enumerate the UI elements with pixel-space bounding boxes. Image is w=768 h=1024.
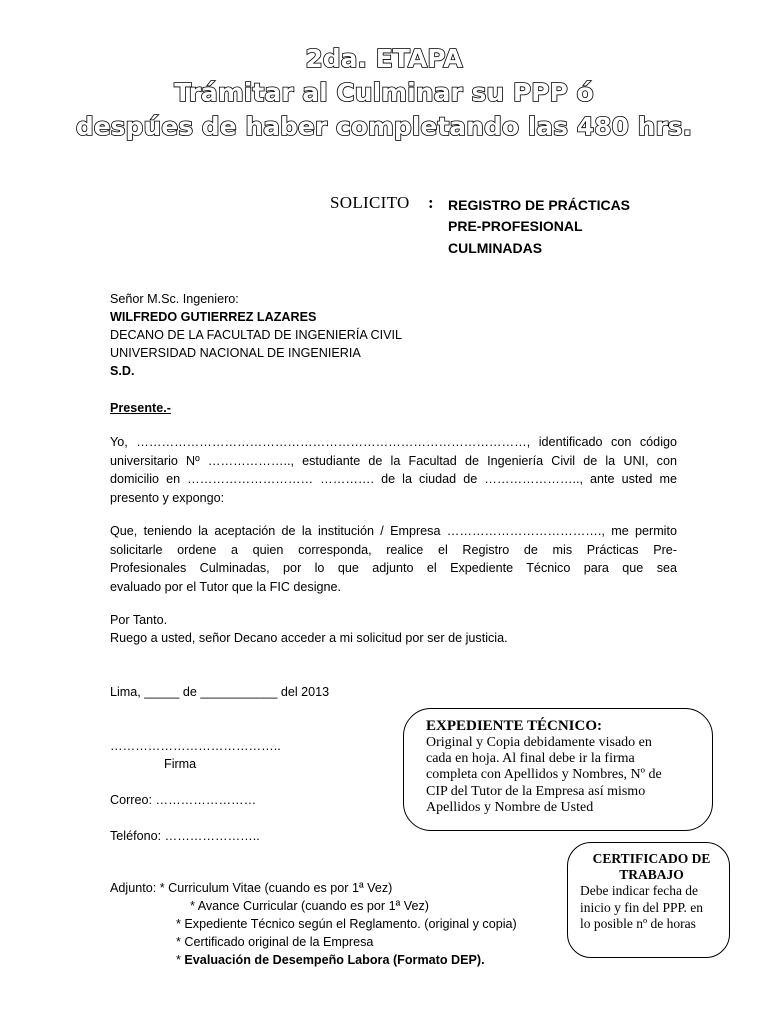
expediente-box-title: EXPEDIENTE TÉCNICO: (426, 718, 603, 734)
date-line: Lima, _____ de ___________ del 2013 (110, 685, 330, 699)
certificado-box-line: lo posible nº de horas (580, 916, 696, 931)
paragraph-line: Yo, …………………………………………………………………………………, identificado con código (110, 435, 677, 449)
addressee-title: DECANO DE LA FACULTAD DE INGENIERÍA CIVIL (110, 328, 403, 342)
solicito-subject-line-1: REGISTRO DE PRÁCTICAS (448, 197, 631, 213)
heading-line-3: despúes de haber completando las 480 hrs. (75, 112, 693, 141)
adjunto-line-1: Adjunto: * Curriculum Vitae (cuando es por 1ª Vez) (110, 881, 393, 895)
closing-por-tanto: Por Tanto. (110, 613, 168, 627)
signature-label: Firma (164, 757, 197, 771)
heading-line-2: Trámitar al Culminar su PPP ó (174, 78, 594, 107)
closing-ruego: Ruego a usted, señor Decano acceder a mi solicitud por ser de justicia. (110, 631, 508, 645)
adjunto-bullet: * (176, 953, 185, 967)
adjunto-line-2: * Avance Curricular (cuando es por 1ª Vez) (190, 899, 429, 913)
paragraph-line: evaluado por el Tutor que la FIC designe. (110, 579, 342, 594)
expediente-box-line: CIP del Tutor de la Empresa así mismo (426, 783, 646, 799)
certificado-box-title-2: TRABAJO (619, 867, 684, 882)
certificado-box-title-1: CERTIFICADO DE (592, 851, 711, 866)
paragraph-line: domicilio en ………………………… …………. de la ciudad de ………………….., ante usted me (110, 472, 677, 486)
signature-dots: ………………………………….. (110, 739, 281, 753)
addressee-name: WILFREDO GUTIERREZ LAZARES (110, 310, 317, 324)
solicito-label: SOLICITO (330, 193, 410, 212)
telefono-field: Teléfono: ………………….. (110, 829, 260, 843)
salutation: Señor M.Sc. Ingeniero: (110, 292, 239, 306)
paragraph-line: presento y expongo: (110, 490, 225, 505)
paragraph-line: solicitarle ordene a quien corresponda, realice el Registro de mis Prácticas Pre- (110, 542, 677, 557)
solicito-subject-line-2: PRE-PROFESIONAL (448, 218, 583, 234)
adjunto-line-4: * Certificado original de la Empresa (176, 935, 374, 949)
paragraph-identification (110, 433, 677, 507)
expediente-box-line: Original y Copia debidamente visado en (426, 735, 652, 750)
certificado-trabajo-box (567, 842, 730, 958)
presente-heading: Presente.- (110, 401, 171, 415)
correo-field: Correo: …………………… (110, 793, 257, 807)
adjunto-dep-item: Evaluación de Desempeño Labora (Formato DEP). (184, 953, 485, 967)
expediente-box-line: completa con Apellidos y Nombres, Nº de (426, 767, 662, 783)
paragraph-line: Profesionales Culminadas, por lo que adjunto el Expediente Técnico para que sea (110, 561, 677, 575)
expediente-box-line: Apellidos y Nombre de Usted (426, 799, 594, 815)
paragraph-line: universitario Nº ……………….., estudiante de la Facultad de Ingeniería Civil de la UNI, con (110, 453, 677, 468)
certificado-box-line: inicio y fin del PPP. en (580, 899, 704, 915)
certificado-box-line: Debe indicar fecha de (580, 883, 699, 898)
solicito-subject-line-3: CULMINADAS (448, 240, 543, 256)
paragraph-request (110, 522, 677, 596)
adjunto-line-3: * Expediente Técnico según el Reglamento. (original y copia) (176, 917, 517, 931)
adjunto-line-5 (176, 951, 485, 969)
expediente-box-line: cada en hoja. Al final debe ir la firma (426, 751, 635, 767)
heading-line-1: 2da. ETAPA (305, 44, 463, 73)
paragraph-line: Que, teniendo la aceptación de la institución / Empresa ………………………………., me permito (110, 524, 677, 538)
solicito-colon: : (428, 193, 434, 212)
addressee-sd: S.D. (110, 364, 135, 378)
addressee-university: UNIVERSIDAD NACIONAL DE INGENIERIA (110, 346, 361, 360)
expediente-tecnico-box (403, 708, 713, 831)
